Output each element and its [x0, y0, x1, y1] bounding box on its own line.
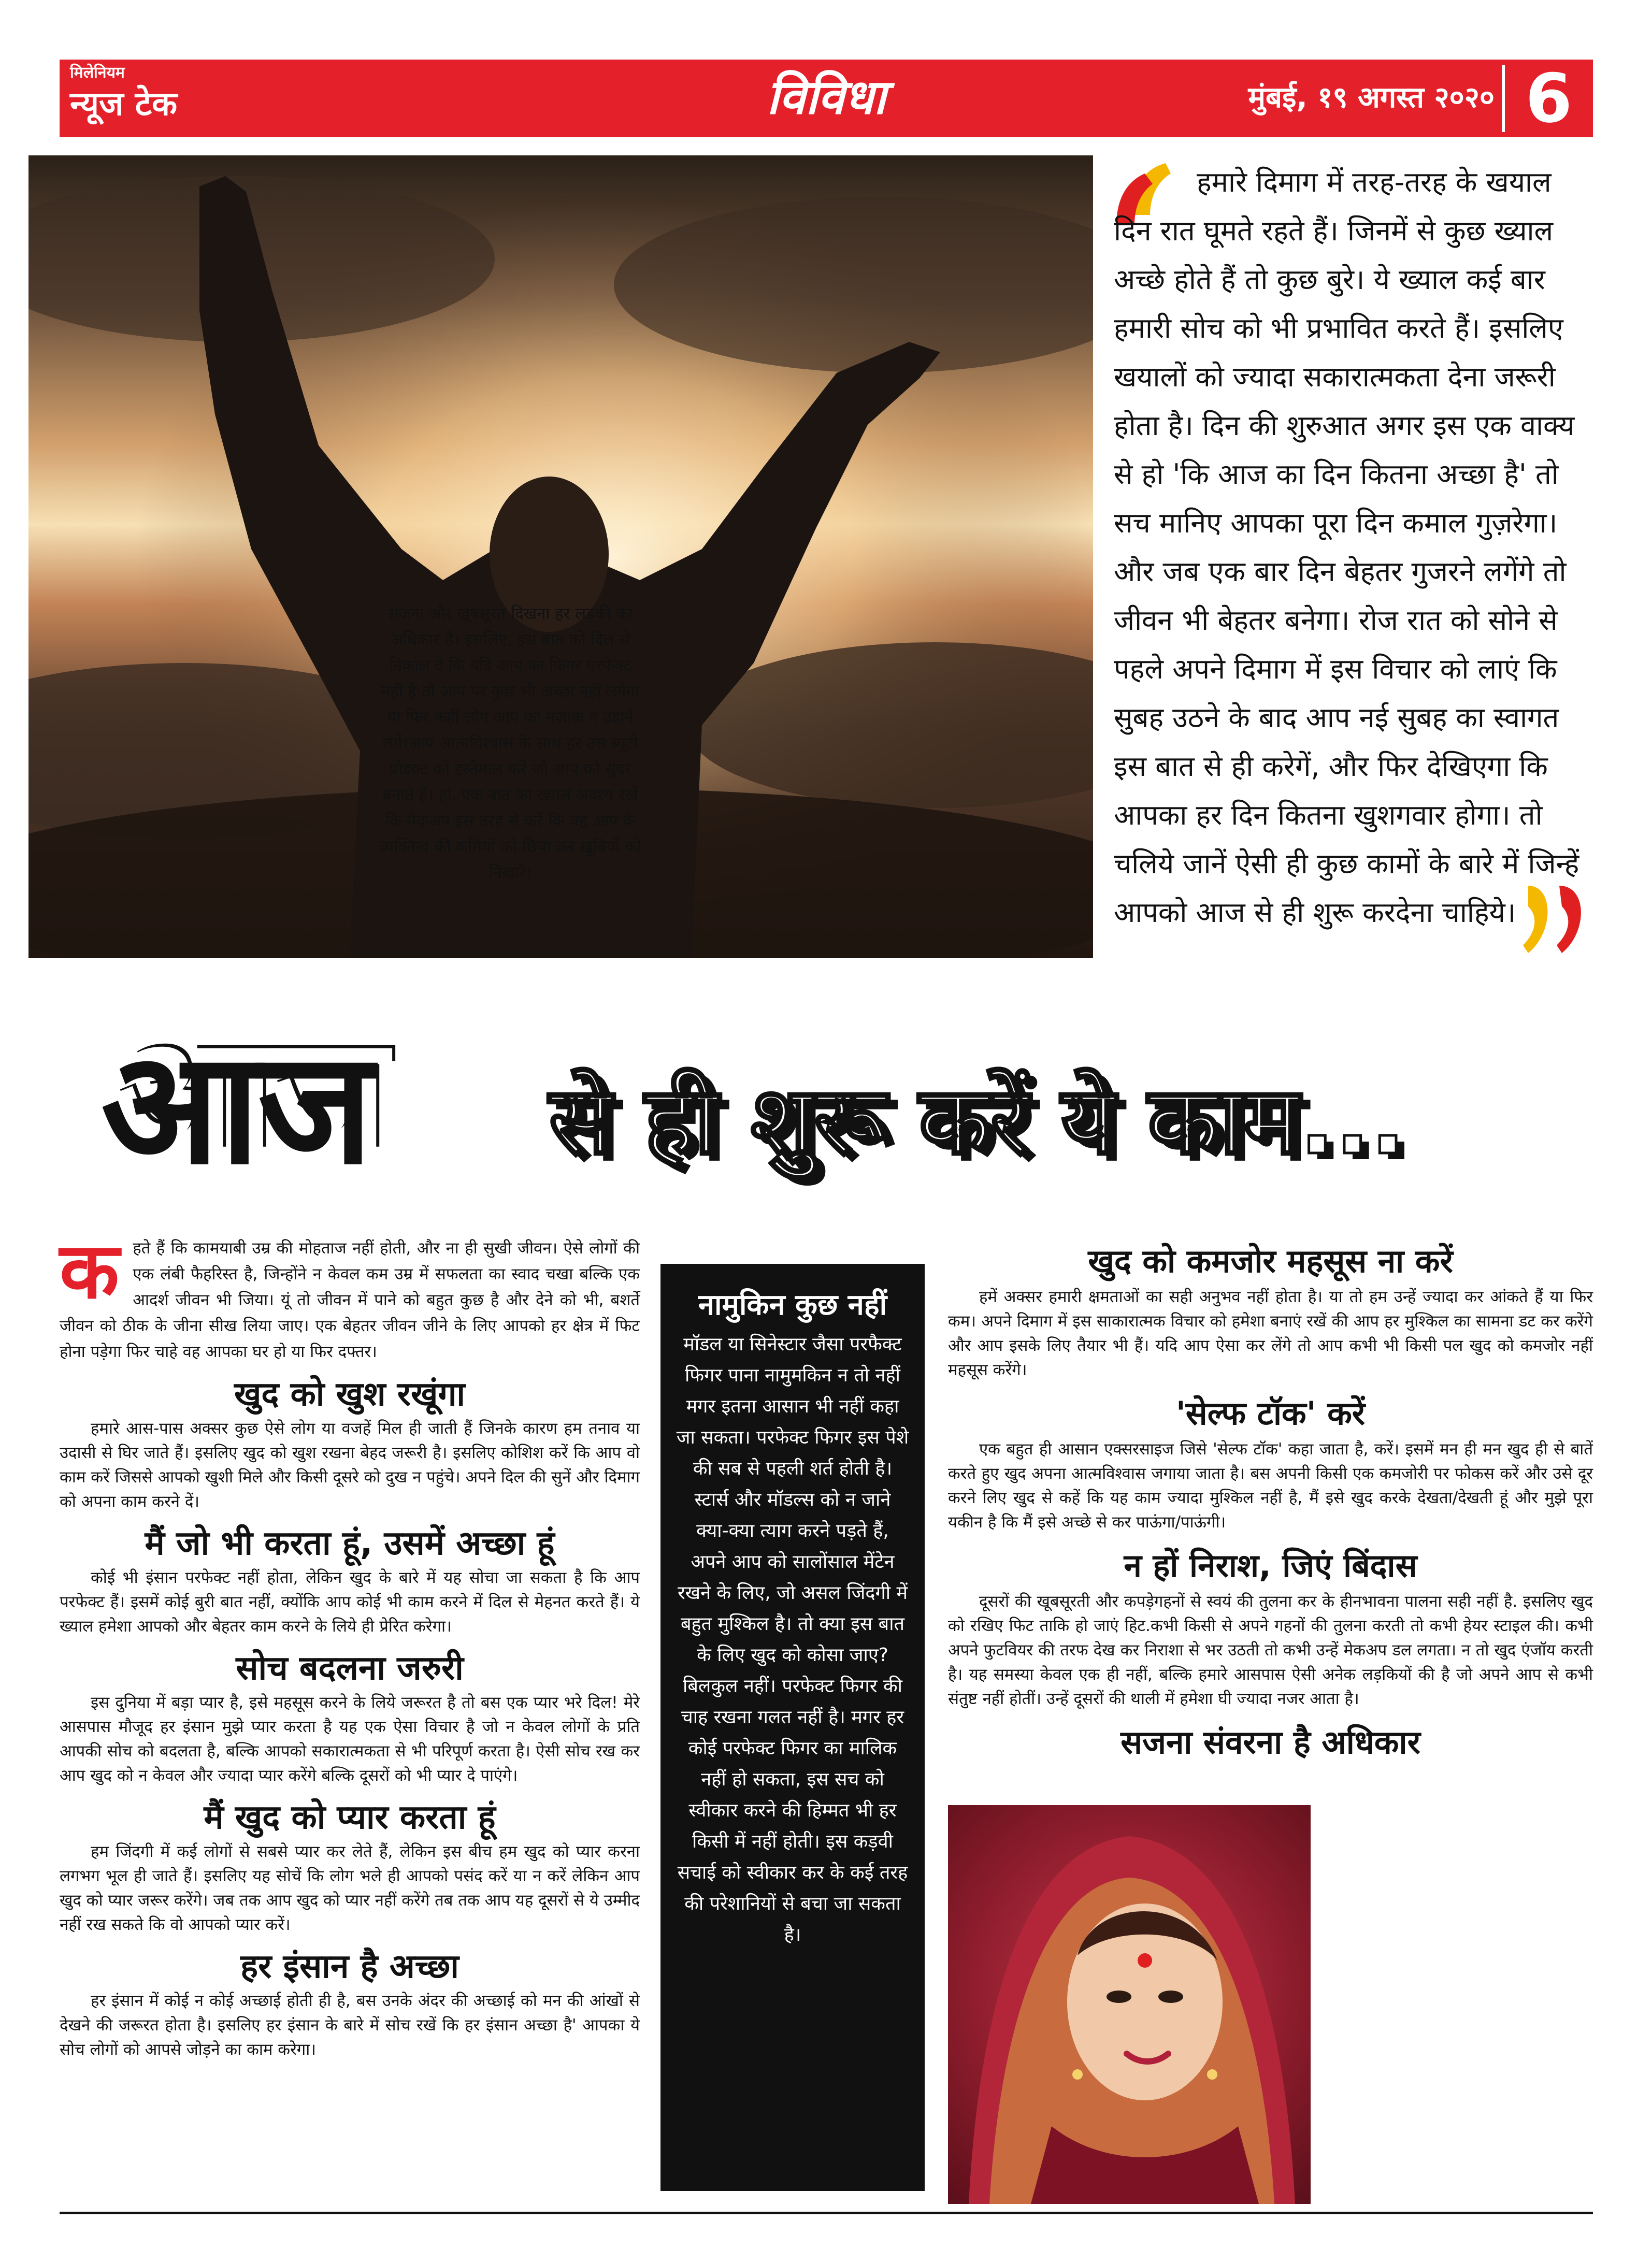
text-sajna: सजना और खूबसूरत दिखना हर लड़की का अधिकार है। इसलिए, इस बात को दिल से निकाल दें कि यदि आप का फिगर परफेक्ट नहीं है तो आप पर कुछ भी अच्छा नहीं लगेगा या फिर कहीं लोग आप का मजाक न उड़ाने लगें।आप आत्मविश्वास के साथ हर उस ब्यूटी प्रोडक्ट को इस्तेमाल करें जो आप को सुंदर बनाते हैं। हां, एक बात का ख्याल अवश्य रखें कि मेकअप इस तरह से करें कि वह आप के व्यक्तित्व की कमियों को छिपा कर खूबियों को निखारे। [379, 604, 642, 882]
close-quote-icon [1518, 875, 1590, 958]
section-title: विविधा [766, 69, 886, 125]
heading-accha: मैं जो भी करता हूं, उसमें अच्छा हूं [145, 1524, 555, 1563]
text-kamjor: हमें अक्सर हमारी क्षमताओं का सही अनुभव नहीं होता है। या तो हम उन्हें ज्यादा कर आंकते हैं या फिर कम। अपने दिमाग में इस साकारात्मक विचार को हमेशा बनाएं रखें की आप हर मुश्किल का सामना डट कर करेंगे और आप इसके लिए तैयार भी हैं। यदि आप ऐसा कर लेंगे तो आप कभी भी किसी पल खुद को कमजोर नहीं महसूस करेंगे। [948, 1288, 1593, 1379]
bride-photo [948, 1805, 1311, 2204]
drop-cap: क [60, 1226, 120, 1316]
heading-nirash: न हों निराश, जिएं बिंदास [1124, 1547, 1417, 1584]
page-number: 6 [1525, 59, 1572, 138]
text-accha: कोई भी इंसान परफेक्ट नहीं होता, लेकिन खुद के बारे में यह सोचा जा सकता है कि आप परफेक्ट हैं। इसमें कोई बुरी बात नहीं, क्योंकि आप कोई भी काम करने में दिल से मेहनत करते हैं। ये ख्याल हमेशा आपको और बेहतर काम करने के लिये ही प्रेरित करेगा। [60, 1568, 640, 1636]
brand-tagline: मिलेनियम [70, 64, 125, 82]
heading-soch: सोच बदलना जरुरी [236, 1649, 464, 1688]
brand-name: न्यूज टेक [70, 85, 178, 123]
right-column [948, 1230, 1593, 2209]
text-nirash: दूसरों की खूबसूरती और कपड़ेगहनों से स्वयं की तुलना कर के हीनभावना पालना सही नहीं है. इसलिए खुद को रखिए फिट ताकि हो जाएं हिट.कभी किसी से अपने गहनों की तुलना करती तो कभी हेयर स्टाइल की। कभी अपने फुटवियर की तरफ देख कर निराशा से भर उठती तो कभी उन्हें मेकअप डल लगता। न तो खुद एंजॉय करती है। यह समस्या केवल एक ही नहीं, बल्कि हमारे आसपास ऐसी अनेक लड़कियों की है जो अपने आप से कभी संतुष्ट नहीं होतीं। उन्हें दूसरों की थाली में हमेशा घी ज्यादा नजर आता है। [948, 1592, 1593, 1708]
text-insaan: हर इंसान में कोई न कोई अच्छाई होती ही है, बस उनके अंदर की अच्छाई को मन की आंखों से देखने की जरूरत होता है। इसलिए हर इंसान के बारे में सोच रखें कि हर इंसान अच्छा है' आपका ये सोच लोगों को आपसे जोड़ने का काम करेगा। [60, 1992, 640, 2059]
bride-illustration [948, 1805, 1311, 2204]
headline-rest: से ही शुरू करें ये काम... [549, 1067, 1406, 1175]
intro-text: हमारे दिमाग में तरह-तरह के खयाल दिन रात घूमते रहते हैं। जिनमें से कुछ ख्याल अच्छे होते हैं तो कुछ बुरे। ये ख्याल कई बार हमारी सोच को भी प्रभावित करते हैं। इसलिए खयालों को ज्यादा सकारात्मकता देना जरूरी होता है। दिन की शुरुआत अगर इस एक वाक्य से हो 'कि आज का दिन कितना अच्छा है' तो सच मानिए आपका पूरा दिन कमाल गुज़रेगा। और जब एक बार दिन बेहतर गुजरने लगेंगे तो जीवन भी बेहतर बनेगा। रोज रात को सोने से पहले अपने दिमाग में इस विचार को लाएं कि सुबह उठने के बाद आप नई सुबह का स्वागत इस बात से ही करेगें, और फिर देखिएगा कि आपका हर दिन कितना खुशगवार होगा। तो चलिये जानें ऐसी ही कुछ कामों के बारे में जिन्हें आपको आज से ही शुरू करदेना चाहिये। [1114, 166, 1579, 929]
dateline: मुंबई, १९ अगस्त २०२० [1248, 81, 1495, 114]
main-headline [60, 994, 1593, 1238]
bottom-rule [60, 2212, 1593, 2214]
heading-pyar: मैं खुद को प्यार करता हूं [204, 1798, 496, 1837]
sidebar-box [660, 1264, 925, 2191]
box-title: नामुकिन कुछ नहीं [698, 1288, 887, 1322]
left-column [60, 1226, 640, 2209]
lead-paragraph [60, 1226, 640, 1365]
text-khush: हमारे आस-पास अक्सर कुछ ऐसे लोग या वजहें मिल ही जाती हैं जिनके कारण हम तनाव या उदासी से घिर जाते हैं। इसलिए खुद को खुश रखना बेहद जरूरी है। इसलिए कोशिश करें कि आप वो काम करें जिससे आपको खुशी मिले और किसी दूसरे को दुख न पहुंचे। अपने दिल की सुनें और दिमाग को अपना काम करने दें। [60, 1419, 640, 1511]
intro-quote [1114, 158, 1596, 958]
masthead [60, 60, 1593, 137]
text-self-talk: एक बहुत ही आसान एक्सरसाइज जिसे 'सेल्फ टॉक' कहा जाता है, करें। इसमें मन ही मन खुद ही से बातें करते हुए खुद अपना आत्मविश्वास जगाया जाता है। बस अपनी किसी एक कमजोरी पर फोकस करें और उसे दूर करने लिए खुद से कहें कि यह काम ज्यादा मुश्किल नहीं है, मैं इसे खुद करके देखता/देखती हूं और मुझे पूरा यकीन है कि मैं इसे अच्छे से कर पाऊंगा/पाऊंगी। [948, 1440, 1593, 1532]
box-text: मॉडल या सिनेस्टार जैसा परफैक्ट फिगर पाना नामुमकिन न तो नहीं मगर इतना आसान भी नहीं कहा जा सकता। परफेक्ट फिगर इस पेशे की सब से पहली शर्त होती है। स्टार्स और मॉडल्स को न जाने क्या-क्या त्याग करने पड़ते हैं, अपने आप को सालोंसाल मेंटेन रखने के लिए, जो असल जिंदगी में बहुत मुश्किल है। तो क्या इस बात के लिए खुद को कोसा जाए? बिलकुल नहीं। परफेक्ट फिगर की चाह रखना गलत नहीं है। मगर हर कोई परफेक्ट फिगर का मालिक नहीं हो सकता, इस सच को स्वीकार करने की हिम्मत भी हर किसी में नहीं होती। इस कड़वी सचाई को स्वीकार कर के कई तरह की परेशानियों से बचा जा सकता है। [676, 1334, 909, 1945]
page-divider [1502, 65, 1505, 132]
headline-big-word: आज [101, 1018, 371, 1199]
text-pyar: हम जिंदगी में कई लोगों से सबसे प्यार कर लेते हैं, लेकिन इस बीच हम खुद को प्यार करना लगभग भूल ही जाते हैं। इसलिए यह सोचें कि लोग भले ही आपको पसंद करें या न करें लेकिन आप खुद को प्यार जरूर करेंगे। जब तक आप खुद को प्यार नहीं करेंगे तब तक आप यह दूसरों से ये उम्मीद नहीं रख सकते कि वो आपको प्यार करें। [60, 1842, 640, 1934]
heading-insaan: हर इंसान है अच्छा [240, 1948, 459, 1986]
text-soch: इस दुनिया में बड़ा प्यार है, इसे महसूस करने के लिये जरूरत है तो बस एक प्यार भरे दिल! मेरे आसपास मौजूद हर इंसान मुझे प्यार करता है यह एक ऐसा विचार है जो न केवल लोगों के प्रति आपकी सोच को बदलता है, बल्कि आपको सकारात्मकता से भी परिपूर्ण करता है। ऐसी सोच रख कर आप खुद को न केवल और ज्यादा प्यार करेंगे बल्कि दूसरों को भी प्यार दे पाएंगे। [60, 1693, 640, 1785]
heading-sajna: सजना संवरना है अधिकार [1121, 1723, 1420, 1761]
heading-kamjor: खुद को कमजोर महसूस ना करें [1088, 1242, 1453, 1280]
heading-khush: खुद को खुश रखूंगा [234, 1375, 465, 1414]
lead-text: हते हैं कि कामयाबी उम्र की मोहताज नहीं होती, और ना ही सुखी जीवन। ऐसे लोगों की एक लंबी फैहरिस्त है, जिन्होंने न केवल कम उम्र में सफलता का स्वाद चखा बल्कि एक आदर्श जीवन भी जिया। यूं तो जीवन में पाने को बहुत कुछ है और देने को भी, बशर्ते जीवन को ठीक के जीना सीख लिया जाए। एक बेहतर जीवन जीने के लिए आपको हर क्षेत्र में फिट होना पड़ेगा फिर चाहे वह आपका घर हो या फिर दफ्तर। [60, 1239, 640, 1361]
heading-self-talk: 'सेल्फ टॉक' करें [1175, 1394, 1366, 1432]
